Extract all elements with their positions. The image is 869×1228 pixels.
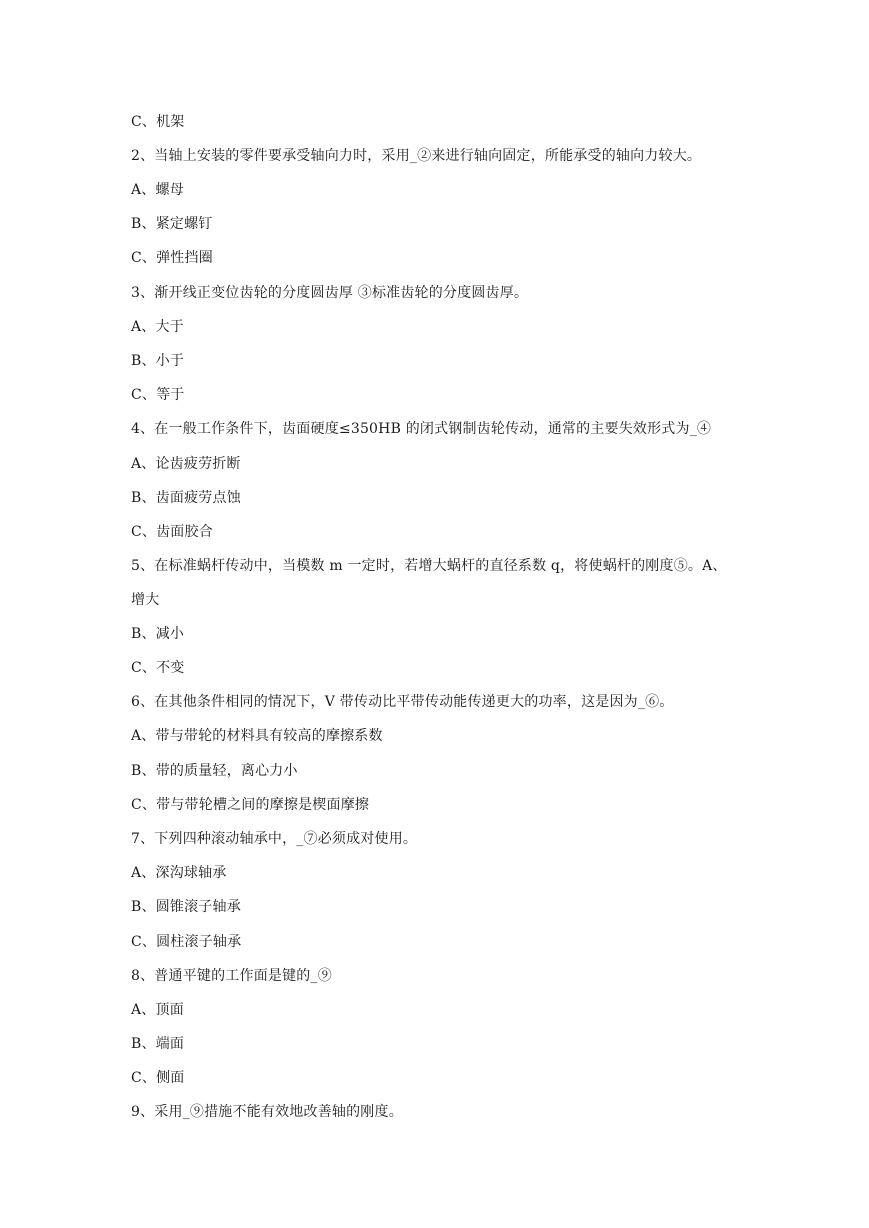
- option-a: A、带与带轮的材料具有较高的摩擦系数: [131, 728, 383, 744]
- option-a: A、深沟球轴承: [131, 865, 227, 881]
- option-b: B、齿面疲劳点蚀: [131, 490, 241, 506]
- option-c: C、侧面: [131, 1070, 185, 1086]
- option-a: A、大于: [131, 319, 184, 335]
- option-c: C、不变: [131, 660, 185, 676]
- option-c: C、齿面胶合: [131, 524, 213, 540]
- option-c: C、等于: [131, 387, 185, 403]
- option-a: A、螺母: [131, 182, 184, 198]
- option-b: B、小于: [131, 353, 185, 369]
- option-b: B、减小: [131, 626, 185, 642]
- question-7: 7、下列四种滚动轴承中，_⑦必须成对使用。: [131, 831, 418, 847]
- option-a: A、论齿疲劳折断: [131, 456, 241, 472]
- option-c: C、弹性挡圈: [131, 250, 213, 266]
- option-a: A、顶面: [131, 1002, 184, 1018]
- option-b: B、带的质量轻，离心力小: [131, 763, 298, 779]
- question-8: 8、普通平键的工作面是键的_⑨: [131, 968, 332, 984]
- option-c-frame: C、机架: [131, 114, 185, 130]
- question-3: 3、渐开线正变位齿轮的分度圆齿厚 ③标准齿轮的分度圆齿厚。: [131, 285, 529, 301]
- question-2: 2、当轴上安装的零件要承受轴向力时，采用_②来进行轴向固定，所能承受的轴向力较大。: [131, 148, 702, 164]
- option-c: C、圆柱滚子轴承: [131, 934, 242, 950]
- question-5-continuation: 增大: [131, 592, 160, 608]
- question-5: 5、在标准蜗杆传动中，当模数 m 一定时，若增大蜗杆的直径系数 q，将使蜗杆的刚度⑤。A、: [131, 558, 727, 574]
- option-b: B、圆锥滚子轴承: [131, 899, 241, 915]
- option-b: B、紧定螺钉: [131, 216, 213, 232]
- option-c: C、带与带轮槽之间的摩擦是楔面摩擦: [131, 797, 370, 813]
- question-6: 6、在其他条件相同的情况下，V 带传动比平带传动能传递更大的功率，这是因为_⑥。: [131, 694, 674, 710]
- question-9: 9、采用_⑨措施不能有效地改善轴的刚度。: [131, 1104, 403, 1120]
- option-b: B、端面: [131, 1036, 185, 1052]
- question-4: 4、在一般工作条件下，齿面硬度≤350HB 的闭式钢制齿轮传动，通常的主要失效形式为_④: [131, 421, 712, 437]
